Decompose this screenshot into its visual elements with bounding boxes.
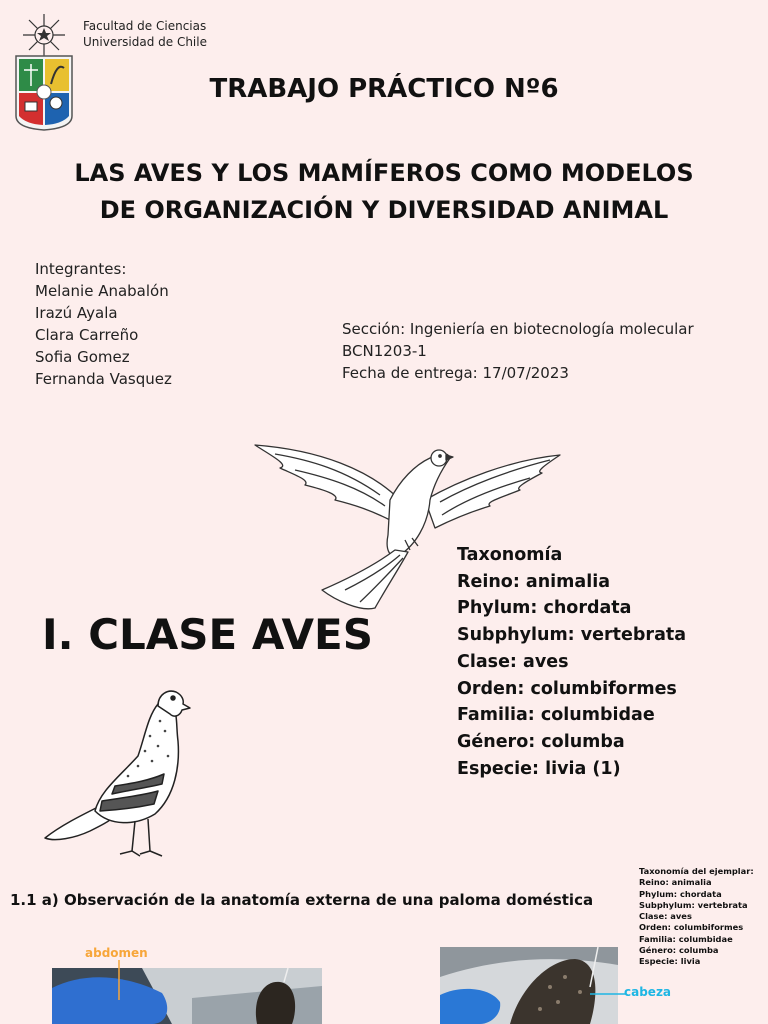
- taxonomy-line: Familia: columbidae: [457, 705, 655, 726]
- taxonomy-line: Phylum: chordata: [457, 598, 632, 619]
- specimen-taxonomy-line: Phylum: chordata: [639, 888, 722, 899]
- class-title: I. CLASE AVES: [42, 610, 373, 659]
- university-logo: [14, 10, 74, 134]
- specimen-taxonomy-line: Clase: aves: [639, 911, 692, 922]
- member-name: Fernanda Vasquez: [35, 370, 172, 388]
- specimen-photo-head: [440, 947, 618, 1024]
- specimen-photo-abdomen-image: [52, 968, 322, 1024]
- specimen-photo-head-image: [440, 947, 618, 1024]
- member-name: Clara Carreño: [35, 326, 139, 344]
- faculty-name: Facultad de Ciencias: [83, 19, 207, 33]
- taxonomy-line: Clase: aves: [457, 651, 569, 672]
- course-code: BCN1203-1: [342, 342, 427, 360]
- taxonomy-line: Orden: columbiformes: [457, 678, 677, 699]
- specimen-taxonomy-block: [639, 866, 754, 968]
- section-name: Sección: Ingeniería en biotecnología molecular: [342, 320, 694, 338]
- taxonomy-line: Reino: animalia: [457, 571, 611, 592]
- specimen-taxonomy-line: Familia: columbidae: [639, 933, 733, 944]
- cabeza-pointer-line: [590, 992, 626, 996]
- university-name: Universidad de Chile: [83, 35, 207, 49]
- main-title: [20, 155, 748, 229]
- subsection-heading: 1.1 a) Observación de la anatomía externa de una paloma doméstica: [10, 891, 594, 909]
- due-date: Fecha de entrega: 17/07/2023: [342, 364, 569, 382]
- specimen-taxonomy-line: Reino: animalia: [639, 877, 712, 888]
- star-emblem-icon: [23, 14, 65, 56]
- abdomen-annotation-label: abdomen: [85, 946, 148, 960]
- specimen-taxonomy-line: Género: columba: [639, 945, 719, 956]
- main-title-line-2: DE ORGANIZACIÓN Y DIVERSIDAD ANIMAL: [99, 196, 669, 224]
- taxonomy-heading: Taxonomía: [457, 545, 563, 565]
- specimen-taxonomy-line: Subphylum: vertebrata: [639, 899, 748, 910]
- taxonomy-block: [457, 542, 686, 782]
- members-list: [35, 258, 172, 390]
- taxonomy-line: Género: columba: [457, 731, 625, 752]
- section-info: [342, 318, 694, 384]
- taxonomy-line: Subphylum: vertebrata: [457, 625, 687, 646]
- specimen-taxonomy-heading: Taxonomía del ejemplar:: [639, 866, 754, 876]
- practical-title: TRABAJO PRÁCTICO Nº6: [209, 74, 559, 104]
- faculty-header: [83, 18, 207, 50]
- abdomen-pointer-line: [117, 960, 121, 1000]
- taxonomy-line: Especie: livia (1): [457, 758, 621, 779]
- standing-pigeon-illustration: [40, 686, 195, 866]
- main-title-line-1: LAS AVES Y LOS MAMÍFEROS COMO MODELOS: [74, 159, 694, 187]
- member-name: Sofia Gomez: [35, 348, 130, 366]
- specimen-photo-abdomen: [52, 968, 322, 1024]
- member-name: Irazú Ayala: [35, 304, 118, 322]
- member-name: Melanie Anabalón: [35, 282, 169, 300]
- specimen-taxonomy-line: Orden: columbiformes: [639, 922, 744, 933]
- specimen-taxonomy-line: Especie: livia: [639, 956, 701, 967]
- cabeza-annotation-label: cabeza: [624, 985, 672, 999]
- members-label: Integrantes:: [35, 260, 127, 278]
